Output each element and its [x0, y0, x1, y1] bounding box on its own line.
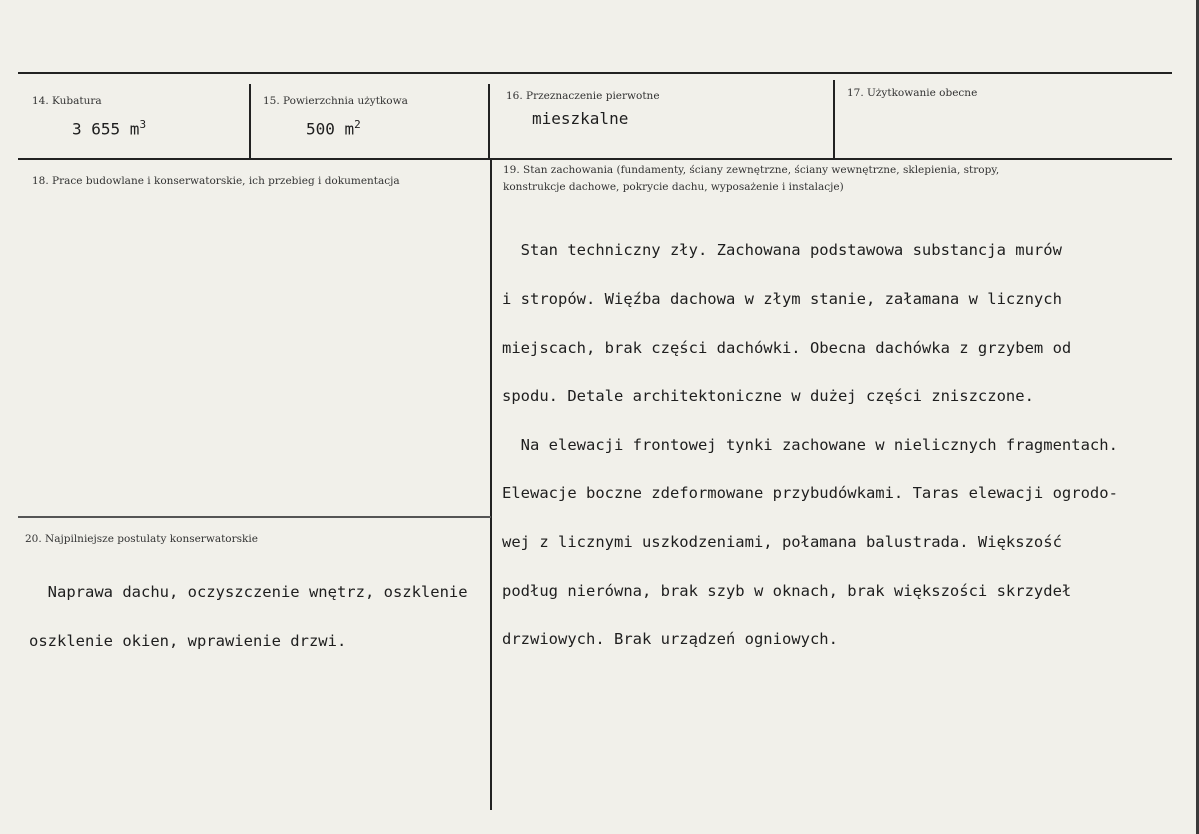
kubatura-number: 3 655 m: [72, 119, 140, 139]
top-rule: [18, 72, 1172, 74]
stan-zachowania-label-line-2: konstrukcje dachowe, pokrycie dachu, wyposażenie i instalacje): [503, 181, 844, 193]
middle-rule: [18, 158, 1172, 160]
powierzchnia-label: 15. Powierzchnia użytkowa: [263, 95, 408, 107]
divider-14-15: [249, 84, 251, 158]
divider-left-right: [490, 160, 492, 810]
stan-zachowania-line: Elewacje boczne zdeformowane przybudówkami. Taras elewacji ogrodo-: [502, 484, 1118, 503]
kubatura-label: 14. Kubatura: [32, 95, 102, 107]
stan-zachowania-line: drzwiowych. Brak urządzeń ogniowych.: [502, 630, 838, 649]
kubatura-value: [72, 118, 146, 138]
powierzchnia-value: [306, 118, 361, 138]
postulaty-text: [29, 552, 468, 665]
stan-zachowania-line: podług nierówna, brak szyb w oknach, brak większości skrzydeł: [502, 581, 1072, 600]
prace-budowlane-label: 18. Prace budowlane i konserwatorskie, ich przebieg i dokumentacja: [32, 175, 400, 187]
stan-zachowania-text: [502, 210, 1118, 664]
divider-16-17: [833, 80, 835, 158]
stan-zachowania-line: Na elewacji frontowej tynki zachowane w nielicznych fragmentach.: [502, 435, 1118, 454]
przeznaczenie-label: 16. Przeznaczenie pierwotne: [506, 90, 660, 102]
stan-zachowania-line: wej z licznymi uszkodzeniami, połamana balustrada. Większość: [502, 533, 1062, 552]
rule-above-20: [18, 516, 491, 518]
postulaty-line: Naprawa dachu, oczyszczenie wnętrz, oszklenie: [29, 583, 468, 602]
kubatura-exponent: 3: [139, 118, 147, 131]
powierzchnia-number: 500 m: [306, 119, 355, 139]
stan-zachowania-line: Stan techniczny zły. Zachowana podstawowa substancja murów: [502, 241, 1062, 260]
postulaty-line: oszklenie okien, wprawienie drzwi.: [29, 632, 347, 651]
stan-zachowania-line: i stropów. Więźba dachowa w złym stanie, załamana w licznych: [502, 290, 1062, 309]
przeznaczenie-value: mieszkalne: [532, 109, 629, 128]
uzytkowanie-label: 17. Użytkowanie obecne: [847, 87, 978, 99]
divider-15-16: [488, 84, 490, 158]
postulaty-label: 20. Najpilniejsze postulaty konserwatorskie: [25, 533, 258, 545]
powierzchnia-exponent: 2: [354, 118, 361, 131]
stan-zachowania-line: miejscach, brak części dachówki. Obecna dachówka z grzybem od: [502, 338, 1072, 357]
stan-zachowania-line: spodu. Detale architektoniczne w dużej części zniszczone.: [502, 387, 1034, 406]
stan-zachowania-label-line-1: 19. Stan zachowania (fundamenty, ściany zewnętrzne, ściany wewnętrzne, sklepienia, stropy,: [503, 164, 1000, 176]
